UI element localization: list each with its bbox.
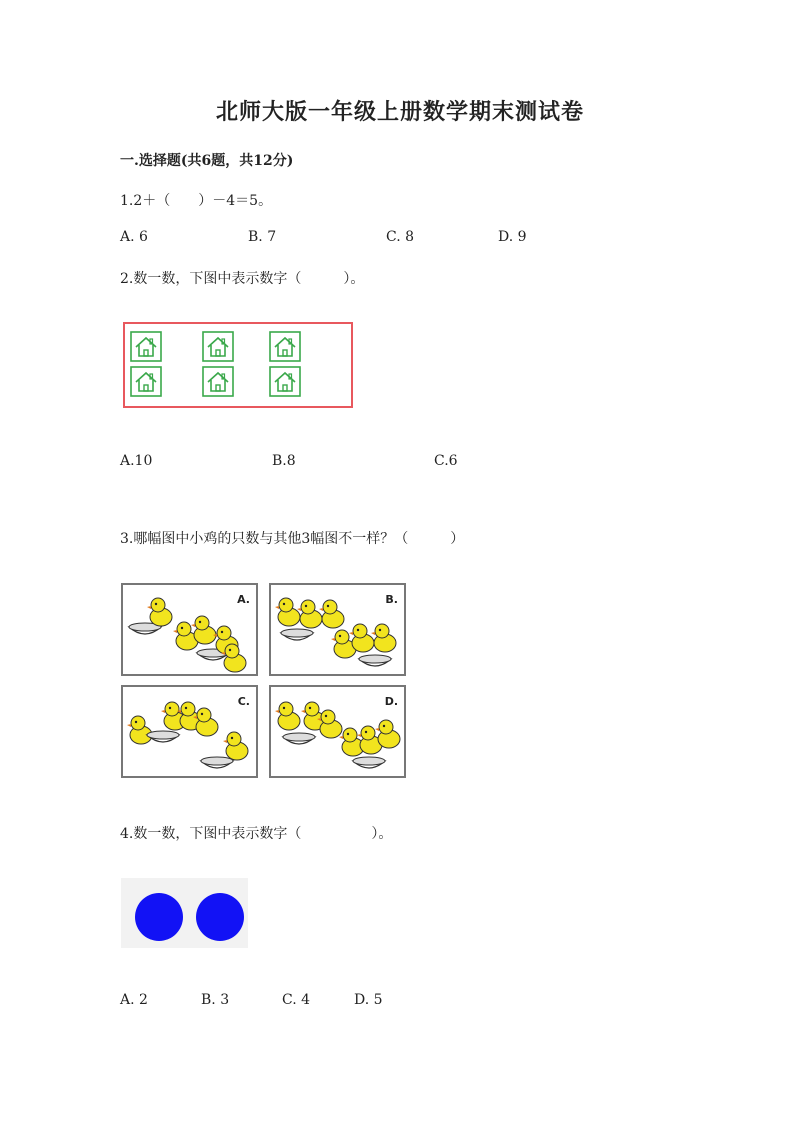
question-2-option-b: B.8 xyxy=(272,453,296,469)
house-picture-frame xyxy=(123,322,353,408)
chick-icon xyxy=(275,598,300,626)
question-1-option-b: B. 7 xyxy=(248,229,277,245)
page-title: 北师大版一年级上册数学期末测试卷 xyxy=(215,99,584,125)
question-2-stem: 2.数一数，下图中表示数字（ ）。 xyxy=(120,271,365,287)
section-heading: 一.选择题(共6题，共12分) xyxy=(120,153,294,169)
chick-panel-a xyxy=(121,583,258,676)
question-4-option-d: D. 5 xyxy=(354,992,383,1008)
house-icon xyxy=(203,367,233,396)
chick-panel-b xyxy=(269,583,406,676)
question-4-option-b: B. 3 xyxy=(201,992,230,1008)
chick-panel-c xyxy=(121,685,258,778)
chick-icon xyxy=(223,732,248,760)
chick-icon xyxy=(147,598,172,626)
house-picture xyxy=(125,324,351,406)
chick-icon xyxy=(319,600,344,628)
panel-label: B. xyxy=(385,593,398,606)
question-1-option-a: A. 6 xyxy=(120,229,148,245)
dot-picture xyxy=(121,878,248,948)
panel-label: A. xyxy=(237,593,250,606)
question-4-option-c: C. 4 xyxy=(282,992,311,1008)
chick-panel-d xyxy=(269,685,406,778)
chick-icon xyxy=(297,600,322,628)
house-icon xyxy=(131,332,161,361)
blue-dot xyxy=(135,893,183,941)
chick-picture-grid xyxy=(121,583,407,780)
house-icon xyxy=(131,367,161,396)
panel-label: C. xyxy=(237,695,250,708)
question-4-stem: 4.数一数，下图中表示数字（ ）。 xyxy=(120,826,393,842)
house-icon xyxy=(203,332,233,361)
blue-dot xyxy=(196,893,244,941)
chick-icon xyxy=(127,716,152,744)
panel-label: D. xyxy=(384,695,398,708)
question-3-stem: 3.哪幅图中小鸡的只数与其他3幅图不一样？（ ） xyxy=(120,531,465,547)
question-2-option-a: A.10 xyxy=(120,453,153,469)
question-4-option-a: A. 2 xyxy=(120,992,148,1008)
house-icon xyxy=(270,332,300,361)
chick-icon xyxy=(275,702,300,730)
question-1-option-c: C. 8 xyxy=(386,229,415,245)
question-1-option-d: D. 9 xyxy=(498,229,527,245)
question-2-option-c: C.6 xyxy=(434,453,458,469)
chick-icon xyxy=(371,624,396,652)
house-icon xyxy=(270,367,300,396)
question-1-stem: 1.2＋（ ）－4＝5。 xyxy=(120,193,273,209)
